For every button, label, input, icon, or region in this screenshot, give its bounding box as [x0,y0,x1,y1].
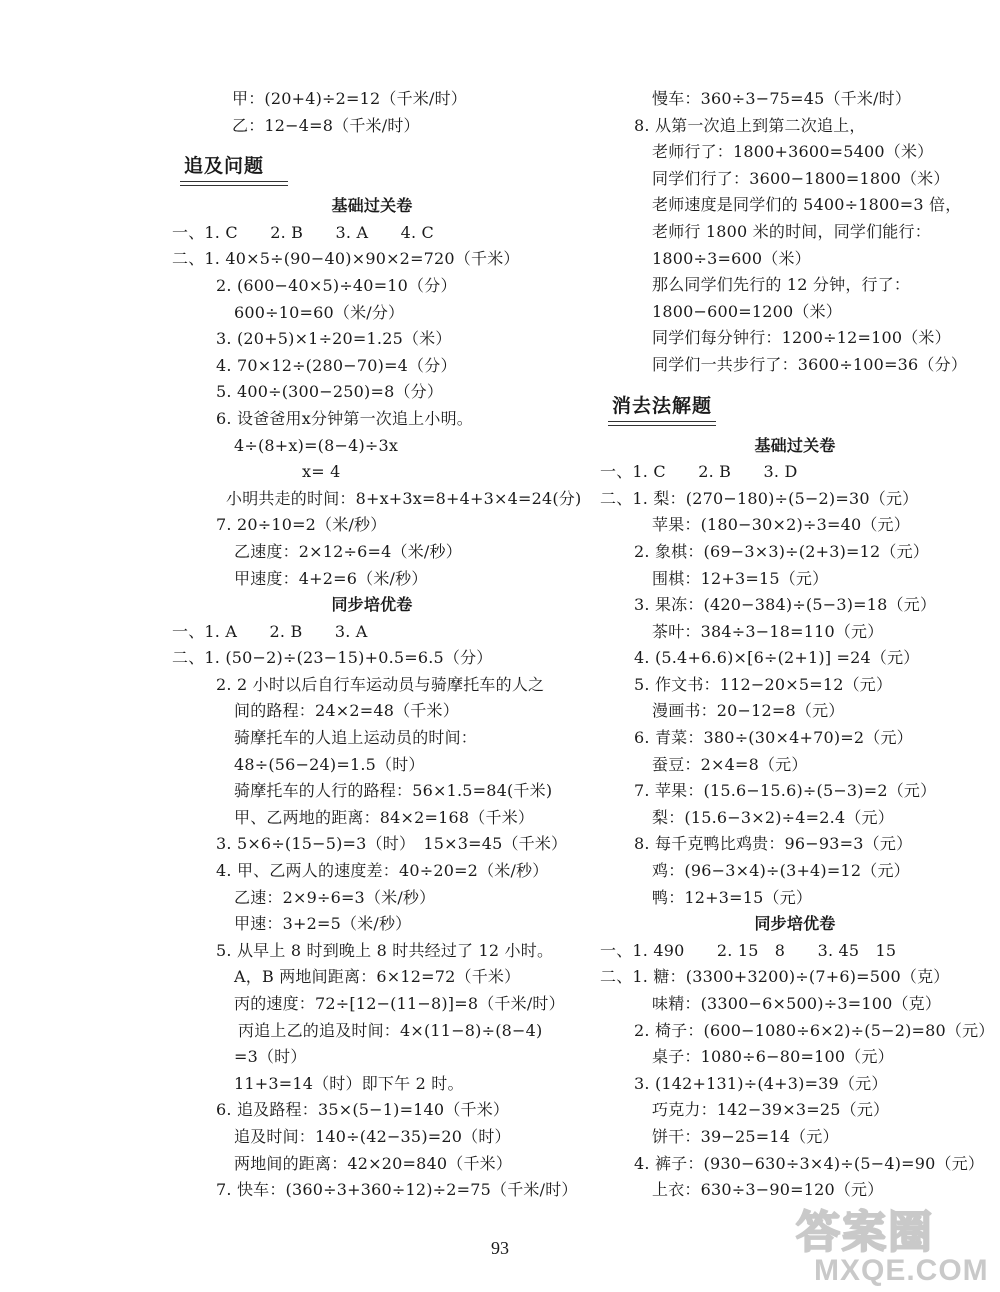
answer-line: 甲速：3+2=5（米/秒） [234,914,412,934]
answer-line: 7. 苹果：(15.6−15.6)÷(5−3)=2（元） [634,781,937,801]
answer-line: 6. 青菜：380÷(30×4+70)=2（元） [634,728,913,748]
answer-line: 蚕豆：2×4=8（元） [652,754,808,774]
section-title: 消去法解题 [612,394,713,417]
answer-line: 8. 从第一次追上到第二次追上， [634,115,866,135]
answer-line: 二、1. (50−2)÷(23−15)+0.5=6.5（分） [172,648,493,668]
answer-line: x= 4 [302,462,341,482]
answer-line: 乙：12−4=8（千米/时） [232,115,420,135]
answer-line: 3. 果冻：(420−384)÷(5−3)=18（元） [634,595,937,615]
answer-line: 乙速度：2×12÷6=4（米/秒） [234,541,462,561]
answer-line: 小明共走的时间：8+x+3x=8+4+3×4=24(分) [226,488,582,508]
answer-line: 4. (5.4+6.6)×[6÷(2+1)] =24（元） [634,648,920,668]
answer-line: 5. 作文书：112−20×5=12（元） [634,674,893,694]
section-underline [180,181,288,186]
answer-line: 慢车：360÷3−75=45（千米/时） [652,89,912,108]
answer-line: 同学们一共步行了：3600÷100=36（分） [652,354,968,374]
answer-line: 丙的速度：72÷[12−(11−8)]=8（千米/时） [234,994,565,1013]
answer-line: 1800÷3=600（米） [652,248,811,268]
answer-line: 巧克力：142−39×3=25（元） [652,1100,890,1120]
subsection-heading: 基础过关卷 [754,435,836,455]
answer-line: 3. (20+5)×1÷20=1.25（米） [216,329,452,349]
answer-line: 7. 20÷10=2（米/秒） [216,515,387,535]
answer-line: A，B 两地间距离：6×12=72（千米） [234,967,521,987]
answer-line: 4÷(8+x)=(8−4)÷3x [234,435,399,455]
answer-line: 鸭：12+3=15（元） [652,887,813,907]
answer-line: 间的路程：24×2=48（千米） [234,701,459,721]
left-column [172,86,582,1204]
answer-line: 漫画书：20−12=8（元） [652,701,845,721]
section-title-block [600,379,990,433]
answer-line: 苹果：(180−30×2)÷3=40（元） [652,515,910,535]
section-title-block [172,139,572,193]
answer-line: 8. 每千克鸭比鸡贵：96−93=3（元） [634,834,913,854]
answer-line: 一、1. 490 2. 15 8 3. 45 15 [600,940,897,960]
answer-line: 二、1. 40×5÷(90−40)×90×2=720（千米） [172,249,520,269]
answer-line: 一、1. C 2. B 3. D [600,462,798,482]
answer-line: 老师行 1800 米的时间，同学们能行： [652,221,931,241]
answer-line: 1800−600=1200（米） [652,301,842,321]
answer-line: 2. 象棋：(69−3×3)÷(2+3)=12（元） [634,541,929,561]
answer-line: 11+3=14（时）即下午 2 时。 [234,1073,464,1093]
answer-line: 4. 裤子：(930−630÷3×4)÷(5−4)=90（元） [634,1153,985,1173]
answer-line: 味精：(3300−6×500)÷3=100（克） [652,994,942,1013]
answer-line: 3. (142+131)÷(4+3)=39（元） [634,1073,888,1093]
subsection-heading: 基础过关卷 [331,196,413,216]
answer-line: 4. 70×12÷(280−70)=4（分） [216,355,457,375]
subsection-heading: 同步培优卷 [331,595,413,615]
page-number: 93 [491,1238,509,1258]
answer-line: 二、1. 梨：(270−180)÷(5−2)=30（元） [600,488,919,508]
answer-line: 48÷(56−24)=1.5（时） [234,754,425,774]
answer-line: 老师行了：1800+3600=5400（米） [652,142,934,162]
answer-line: 5. 400÷(300−250)=8（分） [216,382,444,402]
answer-line: 茶叶：384÷3−18=110（元） [652,621,884,641]
answer-line: 同学们行了：3600−1800=1800（米） [652,168,950,188]
section-title: 追及问题 [184,155,265,178]
answer-line: 那么同学们先行的 12 分钟，行了： [652,275,911,295]
subsection-heading: 同步培优卷 [754,914,836,934]
watermark-logo-text: 答案圈 [796,1207,934,1258]
answer-line: =3（时） [234,1047,307,1067]
right-column [600,86,995,1204]
answer-line: 丙追上乙的追及时间：4×(11−8)÷(8−4) [238,1020,543,1040]
answer-line: 梨：(15.6−3×2)÷4=2.4（元） [652,807,894,827]
answer-line: 一、1. A 2. B 3. A [172,621,368,641]
answer-line: 老师速度是同学们的 5400÷1800=3 倍， [652,195,962,215]
answer-line: 600÷10=60（米/分） [234,302,405,322]
answer-line: 两地间的距离：42×20=840（千米） [234,1153,513,1173]
answer-line: 骑摩托车的人行的路程：56×1.5=84(千米) [234,781,553,801]
answer-line: 6. 追及路程：35×(5−1)=140（千米） [216,1100,510,1120]
answer-line: 乙速：2×9÷6=3（米/秒） [234,887,436,907]
answer-line: 骑摩托车的人追上运动员的时间： [234,728,478,748]
answer-line: 4. 甲、乙两人的速度差：40÷20=2（米/秒） [216,861,549,881]
answer-line: 2. 椅子：(600−1080÷6×2)÷(5−2)=80（元） [634,1020,995,1040]
answer-line: 一、1. C 2. B 3. A 4. C [172,222,435,242]
answer-line: 甲：(20+4)÷2=12（千米/时） [232,89,467,108]
answer-line: 2. (600−40×5)÷40=10（分） [216,275,457,295]
answer-line: 甲、乙两地的距离：84×2=168（千米） [234,807,535,827]
answer-line: 甲速度：4+2=6（米/秒） [234,568,428,588]
answer-line: 3. 5×6÷(15−5)=3（时） 15×3=45（千米） [216,834,568,854]
answer-line: 围棋：12+3=15（元） [652,568,829,588]
answer-line: 2. 2 小时以后自行车运动员与骑摩托车的人之 [216,674,545,694]
answer-line: 桌子：1080÷6−80=100（元） [652,1047,894,1067]
site-watermark [796,1196,996,1288]
answer-line: 饼干：39−25=14（元） [652,1126,839,1146]
answer-line: 鸡：(96−3×4)÷(3+4)=12（元） [652,861,910,881]
answer-line: 上衣：630÷3−90=120（元） [652,1180,884,1200]
answer-line: 6. 设爸爸用x分钟第一次追上小明。 [216,408,473,428]
answer-line: 同学们每分钟行：1200÷12=100（米） [652,328,951,348]
answer-line: 7. 快车：(360÷3+360÷12)÷2=75（千米/时） [216,1180,578,1200]
answer-line: 追及时间：140÷(42−35)=20（时） [234,1126,511,1146]
watermark-url: MXQE.COM [814,1254,989,1287]
answer-line: 5. 从早上 8 时到晚上 8 时共经过了 12 小时。 [216,940,554,960]
section-underline [608,421,716,426]
answer-line: 二、1. 糖：(3300+3200)÷(7+6)=500（克） [600,967,950,987]
